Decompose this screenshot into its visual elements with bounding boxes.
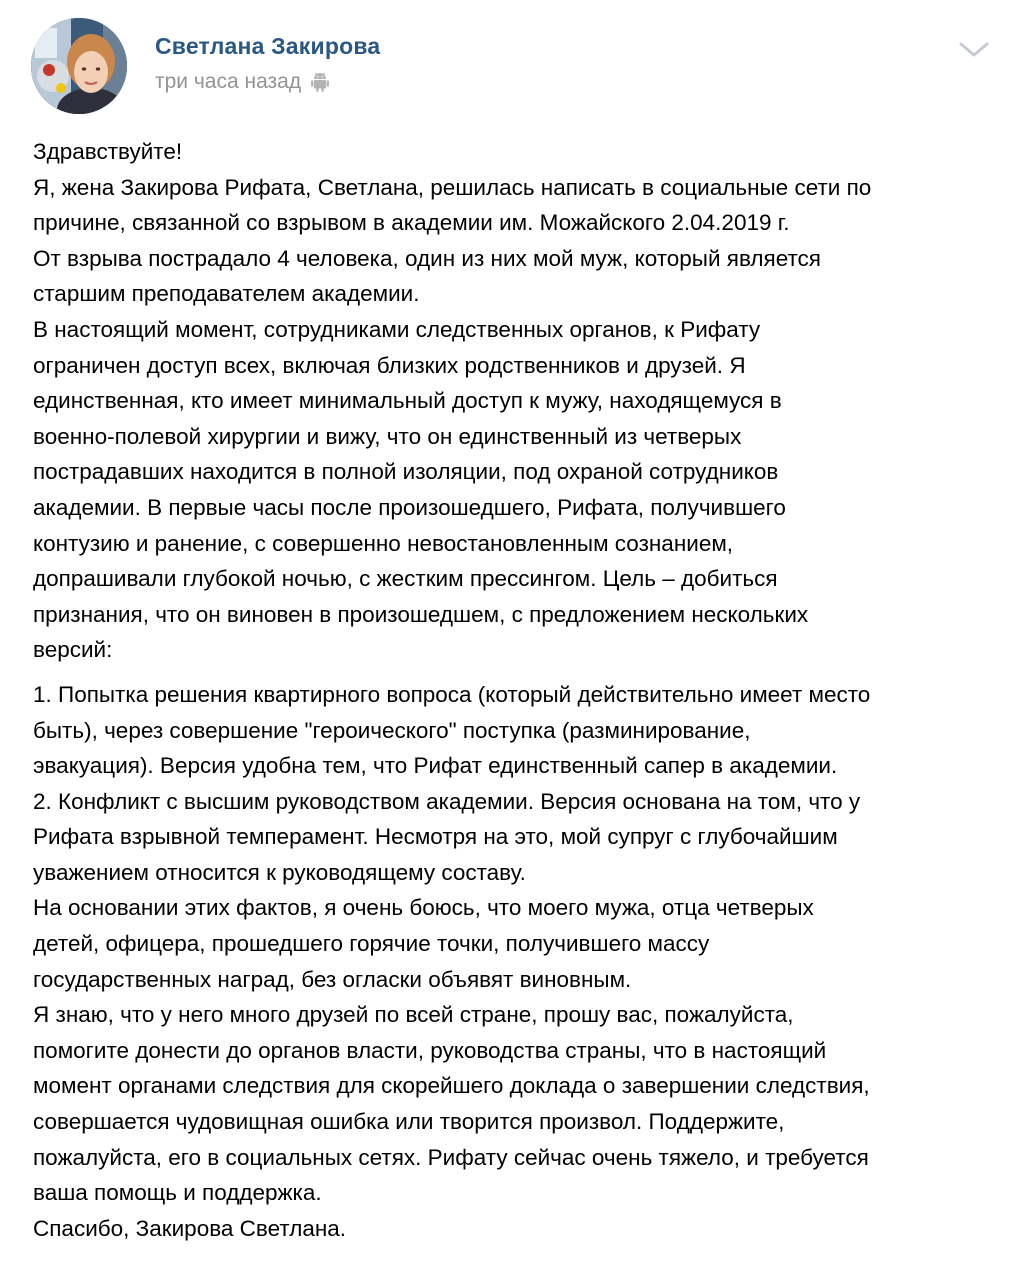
post-line: Рифата взрывной темперамент. Несмотря на это, мой супруг с глубочайшим — [33, 824, 838, 850]
android-icon — [310, 71, 330, 93]
post-line: ваша помощь и поддержка. — [33, 1180, 322, 1206]
post-line: помогите донести до органов власти, руководства страны, что в настоящий — [33, 1037, 827, 1063]
post-line: уважением относится к руководящему составу. — [33, 859, 526, 885]
post-line: Я знаю, что у него много друзей по всей стране, прошу вас, пожалуйста, — [33, 1002, 794, 1028]
post-line: быть), через совершение "героического" поступка (разминирование, — [33, 717, 751, 743]
post-line: Спасибо, Закирова Светлана. — [33, 1215, 347, 1241]
post-line: пожалуйста, его в социальных сетях. Рифату сейчас очень тяжело, и требуется — [33, 1144, 869, 1170]
post-line: В настоящий момент, сотрудниками следственных органов, к Рифату — [33, 316, 761, 342]
post-timestamp[interactable]: три часа назад — [155, 70, 302, 93]
post-line: От взрыва пострадало 4 человека, один из них мой муж, который является — [33, 245, 821, 271]
post-line: старшим преподавателем академии. — [33, 281, 420, 307]
post-line: причине, связанной со взрывом в академии им. Можайского 2.04.2019 г. — [33, 210, 790, 236]
author-name[interactable]: Светлана Закирова — [155, 33, 381, 59]
post-line: Здравствуйте! — [33, 139, 183, 164]
post-line: ограничен доступ всех, включая близких родственников и друзей. Я — [33, 352, 746, 378]
post-line: совершается чудовищная ошибка или творится произвол. Поддержите, — [33, 1109, 785, 1135]
post-line: 2. Конфликт с высшим руководством академии. Версия основана на том, что у — [33, 788, 861, 814]
post-line: эвакуация). Версия удобна тем, что Рифат единственный сапер в академии. — [33, 753, 838, 779]
post-meta — [155, 70, 330, 94]
post-line: момент органами следствия для скорейшего доклада о завершении следствия, — [33, 1073, 870, 1099]
post-line: детей, офицера, прошедшего горячие точки, получившего массу — [33, 931, 710, 957]
post-line: академии. В первые часы после произошедшего, Рифата, получившего — [33, 494, 786, 520]
post-line: признания, что он виновен в произошедшем, с предложением нескольких — [33, 601, 809, 627]
post-line: единственная, кто имеет минимальный доступ к мужу, находящемуся в — [33, 388, 782, 414]
post-line: пострадавших находится в полной изоляции, под охраной сотрудников — [33, 459, 779, 485]
post-line: На основании этих фактов, я очень боюсь, что моего мужа, отца четверых — [33, 895, 814, 921]
post-line: государственных наград, без огласки объявят виновным. — [33, 966, 632, 992]
avatar[interactable] — [31, 18, 127, 114]
post-line: военно-полевой хирургии и вижу, что он единственный из четверых — [33, 423, 742, 449]
post-text — [33, 134, 1008, 1246]
user-avatar-photo-icon — [31, 18, 127, 114]
chevron-down-icon — [957, 38, 991, 62]
post-line: допрашивали глубокой ночью, с жестким прессингом. Цель – добиться — [33, 566, 778, 592]
post-line: контузию и ранение, с совершенно невостановленным сознанием, — [33, 530, 734, 556]
post-menu-button[interactable] — [957, 38, 991, 62]
post-line: 1. Попытка решения квартирного вопроса (который действительно имеет место — [33, 681, 871, 707]
post-line: Я, жена Закирова Рифата, Светлана, решилась написать в социальные сети по — [33, 174, 872, 200]
post-header — [0, 0, 1016, 125]
post-line: версий: — [33, 637, 113, 663]
